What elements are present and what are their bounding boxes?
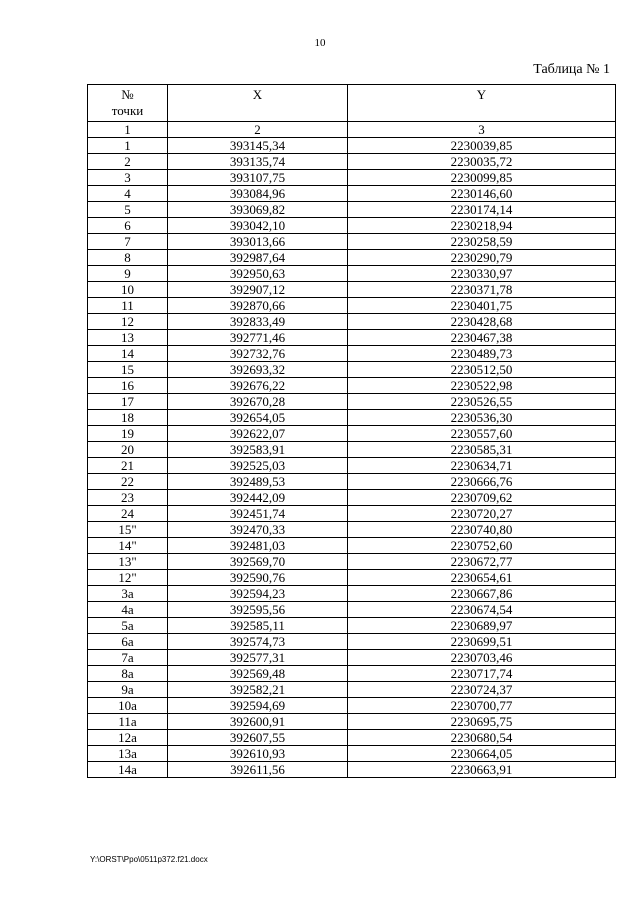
table-row: [88, 202, 616, 218]
cell-x: 392907,12: [168, 282, 348, 298]
cell-y: 2230467,38: [348, 330, 616, 346]
cell-y: 2230752,60: [348, 538, 616, 554]
cell-y: 2230258,59: [348, 234, 616, 250]
cell-x: 392833,49: [168, 314, 348, 330]
table-row: [88, 170, 616, 186]
cell-y: 2230512,50: [348, 362, 616, 378]
cell-x: 393069,82: [168, 202, 348, 218]
table-row: [88, 330, 616, 346]
cell-x: 392870,66: [168, 298, 348, 314]
cell-point-number: 12": [88, 570, 168, 586]
table-row: [88, 234, 616, 250]
table-row: [88, 186, 616, 202]
table-row: [88, 650, 616, 666]
table-row: [88, 506, 616, 522]
cell-point-number: 8а: [88, 666, 168, 682]
header-row: [88, 85, 616, 122]
table-row: [88, 730, 616, 746]
cell-y: 2230674,54: [348, 602, 616, 618]
cell-point-number: 3: [88, 170, 168, 186]
cell-x: 392607,55: [168, 730, 348, 746]
table-row: [88, 298, 616, 314]
cell-y: 2230717,74: [348, 666, 616, 682]
table-row: [88, 474, 616, 490]
cell-x: 392600,91: [168, 714, 348, 730]
cell-point-number: 11: [88, 298, 168, 314]
cell-y: 2230699,51: [348, 634, 616, 650]
cell-point-number: 10а: [88, 698, 168, 714]
table-row: [88, 618, 616, 634]
cell-y: 2230536,30: [348, 410, 616, 426]
table-row: [88, 458, 616, 474]
table-row: [88, 490, 616, 506]
cell-point-number: 14": [88, 538, 168, 554]
cell-y: 2230401,75: [348, 298, 616, 314]
table-row: [88, 746, 616, 762]
cell-point-number: 15": [88, 522, 168, 538]
cell-point-number: 2: [88, 154, 168, 170]
table-row: [88, 218, 616, 234]
header-x: X: [168, 85, 348, 122]
cell-x: 392693,32: [168, 362, 348, 378]
cell-x: 392594,69: [168, 698, 348, 714]
cell-point-number: 13а: [88, 746, 168, 762]
table-row: [88, 570, 616, 586]
cell-x: 392489,53: [168, 474, 348, 490]
cell-y: 2230724,37: [348, 682, 616, 698]
header-point-number-label: точки: [111, 103, 144, 118]
table-row: [88, 314, 616, 330]
cell-y: 2230290,79: [348, 250, 616, 266]
cell-point-number: 22: [88, 474, 168, 490]
cell-point-number: 14а: [88, 762, 168, 778]
table-row: [88, 346, 616, 362]
table-body: [88, 138, 616, 778]
cell-y: 2230666,76: [348, 474, 616, 490]
cell-point-number: 19: [88, 426, 168, 442]
cell-x: 392582,21: [168, 682, 348, 698]
cell-point-number: 21: [88, 458, 168, 474]
cell-y: 2230174,14: [348, 202, 616, 218]
column-number-1: 1: [88, 122, 168, 138]
cell-x: 392442,09: [168, 490, 348, 506]
cell-x: 392950,63: [168, 266, 348, 282]
cell-y: 2230634,71: [348, 458, 616, 474]
cell-point-number: 5а: [88, 618, 168, 634]
cell-point-number: 7а: [88, 650, 168, 666]
cell-y: 2230428,68: [348, 314, 616, 330]
cell-y: 2230371,78: [348, 282, 616, 298]
cell-y: 2230557,60: [348, 426, 616, 442]
cell-x: 392595,56: [168, 602, 348, 618]
cell-point-number: 23: [88, 490, 168, 506]
cell-x: 392771,46: [168, 330, 348, 346]
cell-point-number: 3а: [88, 586, 168, 602]
table-row: [88, 538, 616, 554]
cell-x: 392583,91: [168, 442, 348, 458]
cell-point-number: 10: [88, 282, 168, 298]
cell-point-number: 9: [88, 266, 168, 282]
cell-x: 393135,74: [168, 154, 348, 170]
header-point-number: [88, 85, 168, 122]
cell-y: 2230672,77: [348, 554, 616, 570]
cell-point-number: 8: [88, 250, 168, 266]
table-row: [88, 282, 616, 298]
cell-point-number: 9а: [88, 682, 168, 698]
cell-x: 392670,28: [168, 394, 348, 410]
cell-y: 2230585,31: [348, 442, 616, 458]
cell-point-number: 6: [88, 218, 168, 234]
cell-x: 392577,31: [168, 650, 348, 666]
cell-x: 392676,22: [168, 378, 348, 394]
cell-y: 2230146,60: [348, 186, 616, 202]
cell-point-number: 20: [88, 442, 168, 458]
cell-point-number: 1: [88, 138, 168, 154]
cell-x: 393013,66: [168, 234, 348, 250]
cell-x: 392594,23: [168, 586, 348, 602]
cell-x: 392622,07: [168, 426, 348, 442]
cell-x: 392574,73: [168, 634, 348, 650]
cell-y: 2230700,77: [348, 698, 616, 714]
cell-y: 2230720,27: [348, 506, 616, 522]
cell-x: 392569,70: [168, 554, 348, 570]
cell-point-number: 18: [88, 410, 168, 426]
column-number-2: 2: [168, 122, 348, 138]
cell-x: 392585,11: [168, 618, 348, 634]
cell-x: 393084,96: [168, 186, 348, 202]
table-row: [88, 378, 616, 394]
cell-y: 2230654,61: [348, 570, 616, 586]
cell-y: 2230663,91: [348, 762, 616, 778]
cell-point-number: 15: [88, 362, 168, 378]
cell-y: 2230695,75: [348, 714, 616, 730]
table-row: [88, 138, 616, 154]
cell-x: 393145,34: [168, 138, 348, 154]
cell-point-number: 12а: [88, 730, 168, 746]
cell-x: 392525,03: [168, 458, 348, 474]
cell-y: 2230489,73: [348, 346, 616, 362]
cell-x: 392481,03: [168, 538, 348, 554]
cell-point-number: 17: [88, 394, 168, 410]
table-row: [88, 362, 616, 378]
table-caption: Таблица № 1: [533, 62, 610, 77]
cell-y: 2230218,94: [348, 218, 616, 234]
cell-point-number: 24: [88, 506, 168, 522]
cell-y: 2230526,55: [348, 394, 616, 410]
cell-y: 2230330,97: [348, 266, 616, 282]
table-row: [88, 714, 616, 730]
cell-x: 392654,05: [168, 410, 348, 426]
coordinates-table: [87, 84, 616, 778]
footer-file-path: Y:\ORST\Ppo\0511p372.f21.docx: [90, 855, 208, 864]
cell-x: 393107,75: [168, 170, 348, 186]
cell-x: 392451,74: [168, 506, 348, 522]
cell-point-number: 16: [88, 378, 168, 394]
cell-y: 2230664,05: [348, 746, 616, 762]
table-row: [88, 602, 616, 618]
table-row: [88, 522, 616, 538]
cell-point-number: 12: [88, 314, 168, 330]
column-numbering-row: [88, 122, 616, 138]
cell-point-number: 14: [88, 346, 168, 362]
cell-y: 2230703,46: [348, 650, 616, 666]
cell-y: 2230689,97: [348, 618, 616, 634]
table-row: [88, 682, 616, 698]
cell-x: 392987,64: [168, 250, 348, 266]
cell-x: 392590,76: [168, 570, 348, 586]
cell-point-number: 7: [88, 234, 168, 250]
cell-y: 2230680,54: [348, 730, 616, 746]
cell-point-number: 13: [88, 330, 168, 346]
cell-y: 2230039,85: [348, 138, 616, 154]
cell-y: 2230709,62: [348, 490, 616, 506]
cell-x: 392610,93: [168, 746, 348, 762]
cell-y: 2230667,86: [348, 586, 616, 602]
header-y: Y: [348, 85, 616, 122]
cell-y: 2230740,80: [348, 522, 616, 538]
cell-point-number: 5: [88, 202, 168, 218]
cell-point-number: 4: [88, 186, 168, 202]
table-row: [88, 442, 616, 458]
cell-y: 2230522,98: [348, 378, 616, 394]
cell-point-number: 11а: [88, 714, 168, 730]
cell-x: 392569,48: [168, 666, 348, 682]
cell-x: 392470,33: [168, 522, 348, 538]
cell-point-number: 6а: [88, 634, 168, 650]
table-row: [88, 698, 616, 714]
table-row: [88, 266, 616, 282]
table-row: [88, 586, 616, 602]
table-row: [88, 394, 616, 410]
page-number: 10: [314, 37, 326, 49]
cell-point-number: 4а: [88, 602, 168, 618]
table-row: [88, 762, 616, 778]
cell-y: 2230035,72: [348, 154, 616, 170]
cell-x: 393042,10: [168, 218, 348, 234]
table-row: [88, 426, 616, 442]
cell-x: 392732,76: [168, 346, 348, 362]
column-number-3: 3: [348, 122, 616, 138]
table-row: [88, 410, 616, 426]
cell-y: 2230099,85: [348, 170, 616, 186]
cell-x: 392611,56: [168, 762, 348, 778]
table-row: [88, 634, 616, 650]
table-row: [88, 250, 616, 266]
header-point-number-symbol: №: [121, 87, 134, 102]
table-row: [88, 554, 616, 570]
table-row: [88, 154, 616, 170]
table-row: [88, 666, 616, 682]
cell-point-number: 13": [88, 554, 168, 570]
